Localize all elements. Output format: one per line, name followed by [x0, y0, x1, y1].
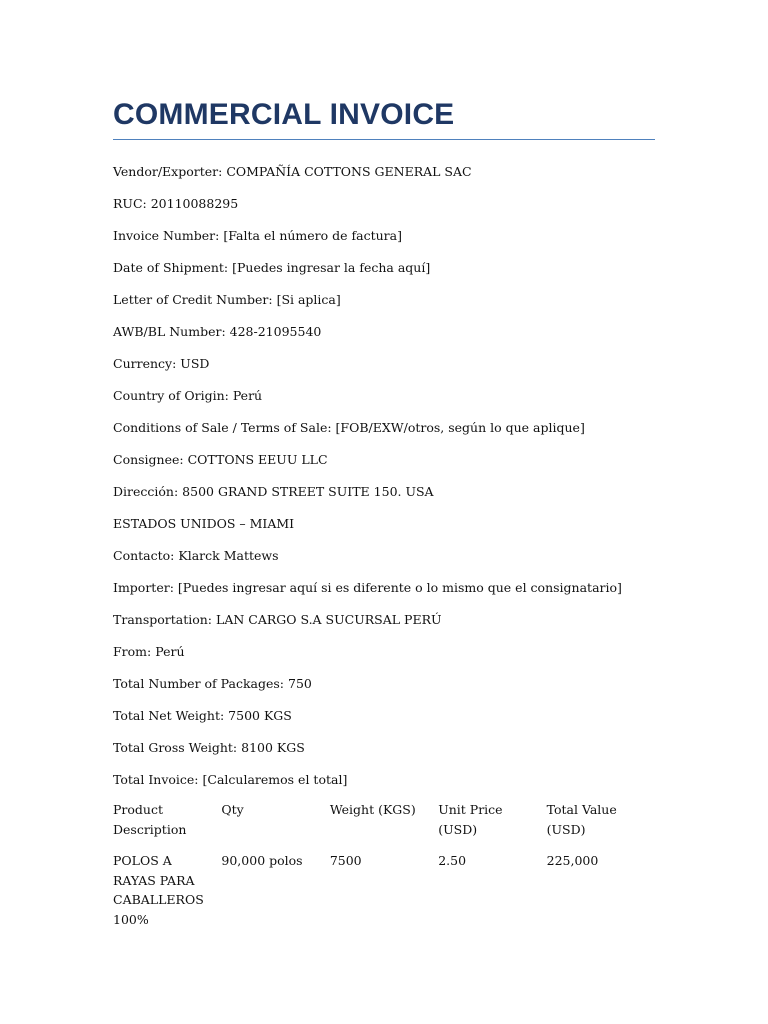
field-label: Dirección: — [113, 484, 179, 499]
field-label: RUC: — [113, 196, 147, 211]
field-value: 8500 GRAND STREET SUITE 150. USA — [182, 484, 434, 499]
table-cell: 7500 — [329, 853, 362, 868]
table-header-cell: Qty — [221, 802, 244, 817]
document-title: COMMERCIAL INVOICE — [113, 98, 455, 131]
table-header-row — [113, 800, 655, 839]
table-header-cell: Total Value (USD) — [546, 802, 617, 837]
field-value: 8100 KGS — [241, 740, 305, 755]
field-label: Total Invoice: — [113, 772, 199, 787]
field-label: Consignee: — [113, 452, 184, 467]
table-cell: POLOS A RAYAS PARA CABALLEROS 100% — [113, 853, 204, 927]
field-line — [113, 700, 655, 732]
field-value: COTTONS EEUU LLC — [187, 452, 328, 467]
table-header-cell: Weight (KGS) — [329, 802, 416, 817]
table-header-cell: Unit Price (USD) — [438, 802, 503, 837]
field-line — [113, 668, 655, 700]
table-row — [113, 851, 655, 929]
field-value: [Puedes ingresar aquí si es diferente o lo mismo que el consignatario] — [177, 580, 622, 595]
field-label: Letter of Credit Number: — [113, 292, 273, 307]
field-value: [Calcularemos el total] — [202, 772, 348, 787]
field-value: [Falta el número de factura] — [223, 228, 402, 243]
field-line — [113, 476, 655, 508]
field-value: 20110088295 — [150, 196, 239, 211]
field-label: Vendor/Exporter: — [113, 164, 223, 179]
field-line — [113, 604, 655, 636]
field-label: From: — [113, 644, 152, 659]
field-value: Perú — [155, 644, 185, 659]
field-value: 750 — [288, 676, 312, 691]
field-label: Total Net Weight: — [113, 708, 225, 723]
invoice-fields — [113, 156, 655, 796]
field-line — [113, 380, 655, 412]
field-line — [113, 764, 655, 796]
field-label: Currency: — [113, 356, 177, 371]
field-value: [FOB/EXW/otros, según lo que aplique] — [335, 420, 585, 435]
field-line — [113, 508, 655, 540]
field-value: [Puedes ingresar la fecha aquí] — [232, 260, 431, 275]
field-line — [113, 220, 655, 252]
field-value: USD — [180, 356, 210, 371]
field-value: 7500 KGS — [228, 708, 292, 723]
table-cell: 90,000 polos — [221, 853, 303, 868]
table-header-cell: Product Description — [113, 802, 187, 837]
field-line — [113, 316, 655, 348]
field-value: [Si aplica] — [276, 292, 341, 307]
field-line — [113, 540, 655, 572]
field-line — [113, 156, 655, 188]
field-line — [113, 252, 655, 284]
field-label: Conditions of Sale / Terms of Sale: — [113, 420, 332, 435]
field-label: Importer: — [113, 580, 174, 595]
title-underline — [113, 139, 655, 140]
field-line — [113, 412, 655, 444]
table-cell: 2.50 — [438, 853, 467, 868]
product-table — [113, 800, 655, 929]
field-value: ESTADOS UNIDOS – MIAMI — [113, 516, 295, 531]
field-line — [113, 572, 655, 604]
table-cell: 225,000 — [546, 853, 599, 868]
field-value: Perú — [232, 388, 263, 403]
field-value: LAN CARGO S.A SUCURSAL PERÚ — [216, 612, 442, 627]
field-label: Transportation: — [113, 612, 213, 627]
field-value: 428-21095540 — [229, 324, 322, 339]
field-line — [113, 732, 655, 764]
field-label: Total Gross Weight: — [113, 740, 238, 755]
field-label: Date of Shipment: — [113, 260, 229, 275]
field-line — [113, 444, 655, 476]
field-label: AWB/BL Number: — [113, 324, 226, 339]
field-value: COMPAÑÍA COTTONS GENERAL SAC — [226, 164, 472, 179]
field-label: Country of Origin: — [113, 388, 229, 403]
field-label: Contacto: — [113, 548, 175, 563]
field-line — [113, 348, 655, 380]
field-line — [113, 284, 655, 316]
field-line — [113, 188, 655, 220]
invoice-page — [113, 96, 655, 929]
field-value: Klarck Mattews — [178, 548, 279, 563]
field-line — [113, 636, 655, 668]
table-body — [113, 851, 655, 929]
field-label: Total Number of Packages: — [113, 676, 285, 691]
field-label: Invoice Number: — [113, 228, 220, 243]
